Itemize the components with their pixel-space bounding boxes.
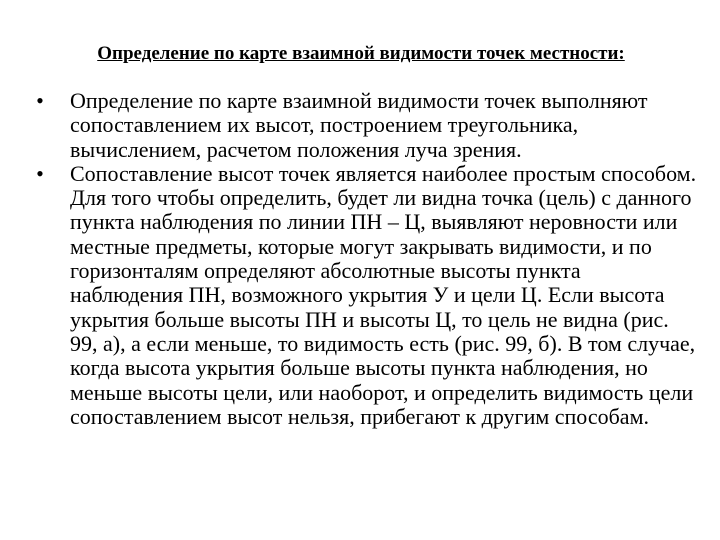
bullet-text: Сопоставление высот точек является наиболее простым способом. Для того чтобы определить, будет ли видна точка (цель) с данного пункта наблюдения по линии ПН – Ц, выявляют неровности или местные предметы, которые могут закрывать видимости, и по горизонталям определяют абсолютные высоты пункта наблюдения ПН, возможного укрытия У и цели Ц. Если высота укрытия больше высоты ПН и высоты Ц, то цель не видна (рис. 99, а), а если меньше, то видимость есть (рис. 99, б). В том случае, когда высота укрытия больше высоты пункта наблюдения, но меньше высоты цели, или наоборот, и определить видимость цели сопоставлением высот нельзя, прибегают к другим способам. [70, 160, 697, 429]
bullet-marker: • [36, 160, 44, 186]
bullet-item [30, 162, 698, 429]
bullet-text: Определение по карте взаимной видимости точек выполняют сопоставлением их высот, построением треугольника, вычислением, расчетом положения луча зрения. [70, 88, 648, 162]
bullet-list [30, 89, 698, 429]
bullet-marker: • [36, 88, 44, 113]
bullet-item [30, 89, 698, 162]
slide-title: Определение по карте взаимной видимости точек местности: [97, 43, 625, 64]
